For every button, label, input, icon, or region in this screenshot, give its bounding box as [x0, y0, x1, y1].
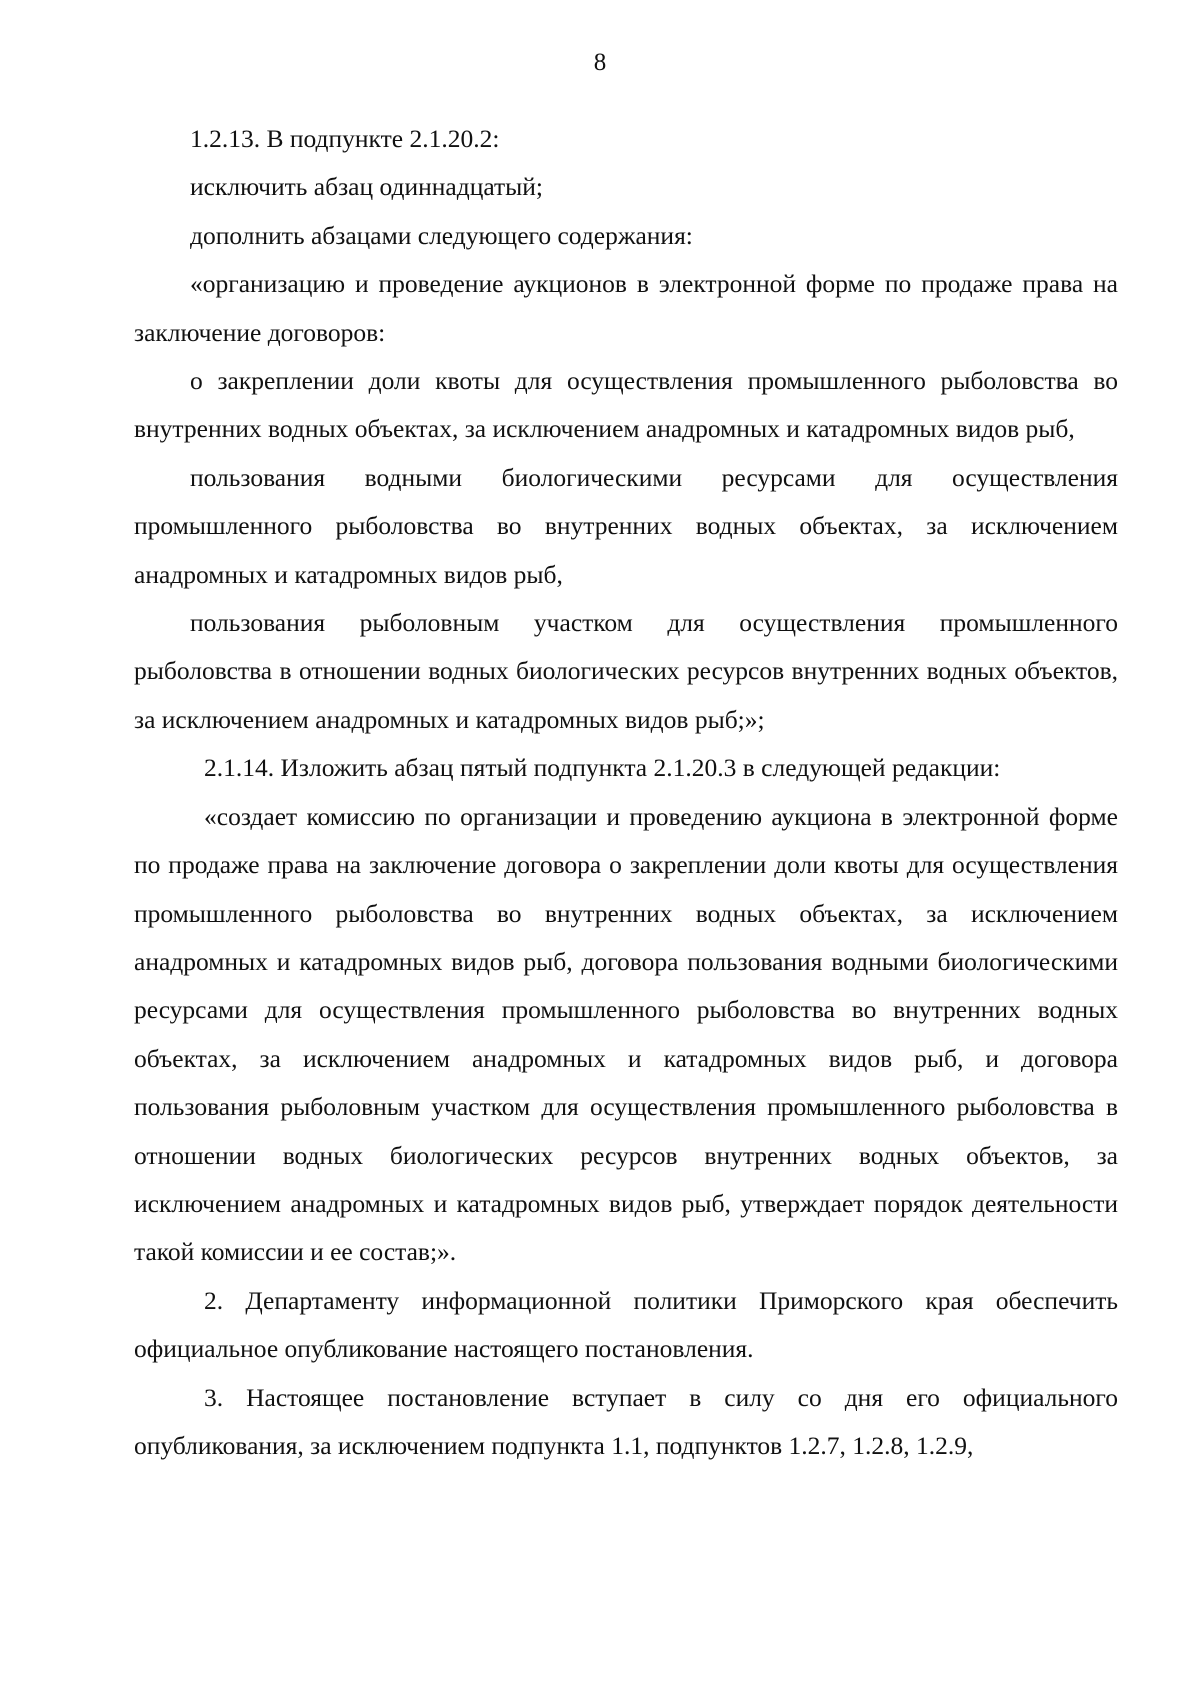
paragraph-auction-organization: «организацию и проведение аукционов в электронной форме по продаже права на заключение договоров: — [134, 269, 1118, 347]
paragraph-clause-3: 3. Настоящее постановление вступает в силу со дня его официального опубликования, за исключением подпункта 1.1, подпунктов 1.2.7, 1.2.8, 1.2.9, — [134, 1382, 1118, 1460]
paragraph-exclude-instruction: исключить абзац одиннадцатый; — [190, 172, 544, 202]
paragraph-commission: «создает комиссию по организации и проведению аукциона в электронной форме по продаже права на заключение договора о закреплении доли квоты для осуществления промышленного рыболовства во внутренних водных объектах, за исключением анадромных и катадромных видов рыб, договора пользования водными биологическими ресурсами для осуществления промышленного рыболовства во внутренних водных объектах, за исключением анадромных и катадромных видов рыб, и договора пользования рыболовным участком для осуществления промышленного рыболовства в отношении водных биологических ресурсов внутренних водных объектов, за исключением анадромных и катадромных видов рыб, утверждает порядок деятельности такой комиссии и ее состав;». — [134, 801, 1118, 1267]
paragraph-supplement-instruction: дополнить абзацами следующего содержания: — [190, 220, 693, 250]
paragraph-subclause-2-1-14: 2.1.14. Изложить абзац пятый подпункта 2.1.20.3 в следующей редакции: — [204, 753, 1001, 783]
paragraph-quota-share: о закреплении доли квоты для осуществления промышленного рыболовства во внутренних водных объектах, за исключением анадромных и катадромных видов рыб, — [134, 366, 1118, 444]
paragraph-clause-2: 2. Департаменту информационной политики Приморского края обеспечить официальное опубликование настоящего постановления. — [134, 1285, 1118, 1364]
paragraph-fishing-plot-use: пользования рыболовным участком для осуществления промышленного рыболовства в отношении водных биологических ресурсов внутренних водных объектов, за исключением анадромных и катадромных видов рыб;»; — [134, 608, 1118, 734]
paragraph-bioresources-use: пользования водными биологическими ресурсами для осуществления промышленного рыболовства во внутренних водных объектах, за исключением анадромных и катадромных видов рыб, — [134, 462, 1118, 589]
document-body — [134, 115, 1118, 1470]
paragraph-subclause-heading: 1.2.13. В подпункте 2.1.20.2: — [190, 124, 500, 153]
page-number: 8 — [593, 49, 607, 76]
